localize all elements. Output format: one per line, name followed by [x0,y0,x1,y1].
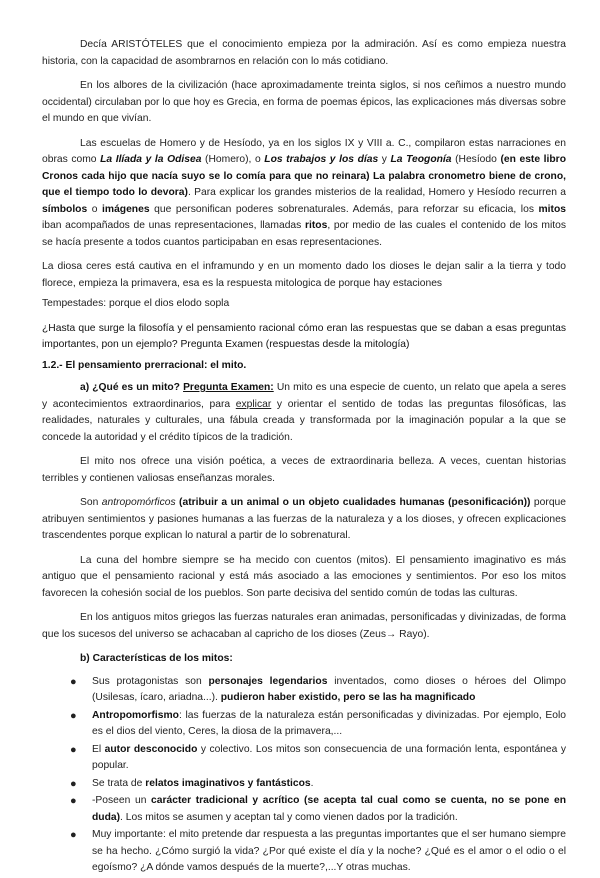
list-item: ● Muy importante: el mito pretende dar respuesta a las preguntas importantes que el ser humano siempre se ha hecho. ¿Cómo surgió la vida? ¿Por qué existe el día y la noche? ¿Qué es el amor o el odio o el egoísmo? ¿A dónde vamos después de la muerte?,...Y otras muchas. [70,829,566,873]
paragraph-albores: En los albores de la civilización (hace aproximadamente treinta siglos, si nos ceñimos a nuestro mundo occidental) circulaban por lo que hoy es Grecia, en forma de poemas épicos, las explicaciones más diversas sobre el mundo en que vivían. [42,80,566,124]
title-iliada: La Ilíada y la Odisea [100,154,202,165]
list-item: ● Antropomorfismo: las fuerzas de la naturaleza están personificadas y divinizadas. Por ejemplo, Eolo es el dios del viento, Ceres, la diosa de la primavera,... [70,709,566,737]
subsection-title: b) Características de los mitos: [80,653,233,664]
list-item: ● Se trata de relatos imaginativos y fantásticos. [92,776,566,793]
bullet-icon: ● [70,675,77,688]
paragraph-cuna: La cuna del hombre siempre se ha mecido con cuentos (mitos). El pensamiento imaginativo es más antiguo que el pensamiento racional y está más asociado a las emociones y sentimientos. Por eso los mitos favorecen la cohesión social de los pueblos. Son parte decisiva del sentido común de todas las culturas. [42,554,566,599]
bullet-icon: ● [70,829,77,841]
list-item: ● El autor desconocido y colectivo. Los mitos son consecuencia de una formación lenta, espontánea y popular. [70,743,566,771]
paragraph-tempestades: Tempestades: porque el dios elodo sopla [42,298,230,309]
paragraph-que-es-mito: a) ¿Qué es un mito? Pregunta Examen: Un mito es una especie de cuento, un relato que apela a seres y acontecimientos extraordinarios, para explicar y orientar el sentido de todas las preguntas filosóficas, las realidades, naturales y culturales, una fábula creada y transformada por la imaginación popular a la que se concede la autoridad y el crédito típicos de la tradición. [42,382,566,443]
paragraph-vision-poetica: El mito nos ofrece una visión poética, a veces de extraordinaria belleza. A veces, cuentan historias terribles y contienen valiosas enseñanzas morales. [42,456,566,484]
document-page [42,37,566,878]
list-item: ● Sus protagonistas son personajes legendarios inventados, como dioses o héroes del Olimpo (Usilesas, ícaro, ariadna...). pudieron haber existido, pero se las ha magnificado [70,675,566,703]
exam-label: Pregunta Examen: [183,382,274,393]
note-cronos: (en este libro Cronos cada hijo que nacía suyo se lo comía para que no reinara) La palabra cronometro biene de crono, que el tiempo todo lo devora) [42,154,566,198]
title-teogonia: La Teogonía [390,154,452,165]
paragraph-escuelas: Las escuelas de Homero y de Hesíodo, ya en los siglos IX y VIII a. C., compilaron estas narraciones en obras como La Ilíada y la Odisea (Homero), o Los trabajos y los días y La Teogonía (Hesíodo (en este libro Cronos cada hijo que nacía suyo se lo comía para que no reinara) La palabra cronometro biene de crono, que el tiempo todo lo devora). Para explicar los grandes misterios de la realidad, Homero y Hesíodo recurren a símbolos o imágenes que personifican poderes sobrenaturales. Además, para reforzar su eficacia, los mitos iban acompañados de unas representaciones, llamadas ritos, por medio de las cuales el contenido de los mitos se hacía presente a todos cuantos participaban en esas representaciones. [42,137,567,248]
characteristics-list [42,674,566,877]
paragraph-aristoteles: Decía ARISTÓTELES que el conocimiento empieza por la admiración. Así es como empieza nuestra historia, con la capacidad de asombrarnos en relación con lo más cotidiano. [42,39,566,67]
title-trabajos: Los trabajos y los días [264,154,379,165]
list-item: ● -Poseen un carácter tradicional y acrítico (se acepta tal cual como se cuenta, no se pone en duda). Los mitos se asumen y aceptan tal y como vienen dados por la tradición. [70,795,566,823]
bullet-icon: ● [70,777,77,790]
bullet-icon: ● [70,743,77,756]
paragraph-question: ¿Hasta que surge la filosofía y el pensamiento racional cómo eran las respuestas que se daban a esas preguntas importantes, pon un ejemplo? Pregunta Examen (respuestas desde la mitología) [42,322,566,350]
bullet-icon: ● [70,709,77,722]
paragraph-antropomorficos: Son antropomórficos (atribuir a un animal o un objeto cualidades humanas (pesonificación)) porque atribuyen sentimientos y pasiones humanas a las fuerzas de la naturaleza y a los dioses, y ofrecen explicaciones trascendentes porque explican lo natural a partir de lo sobrenatural. [42,497,566,541]
paragraph-mitos-griegos: En los antiguos mitos griegos las fuerzas naturales eran animadas, personificadas y divinizadas, de forma que los sucesos del universo se achacaban al capricho de los dioses (Zeus→ Rayo). [42,612,566,640]
section-title: 1.2.- El pensamiento prerracional: el mito. [42,359,247,371]
paragraph-ceres: La diosa ceres está cautiva en el inframundo y en un momento dado los dioses le dejan salir a la tierra y todo florece, empieza la primavera, esa es la respuesta mitologica de porque hay estaciones [42,261,566,289]
bullet-icon: ● [70,795,77,807]
